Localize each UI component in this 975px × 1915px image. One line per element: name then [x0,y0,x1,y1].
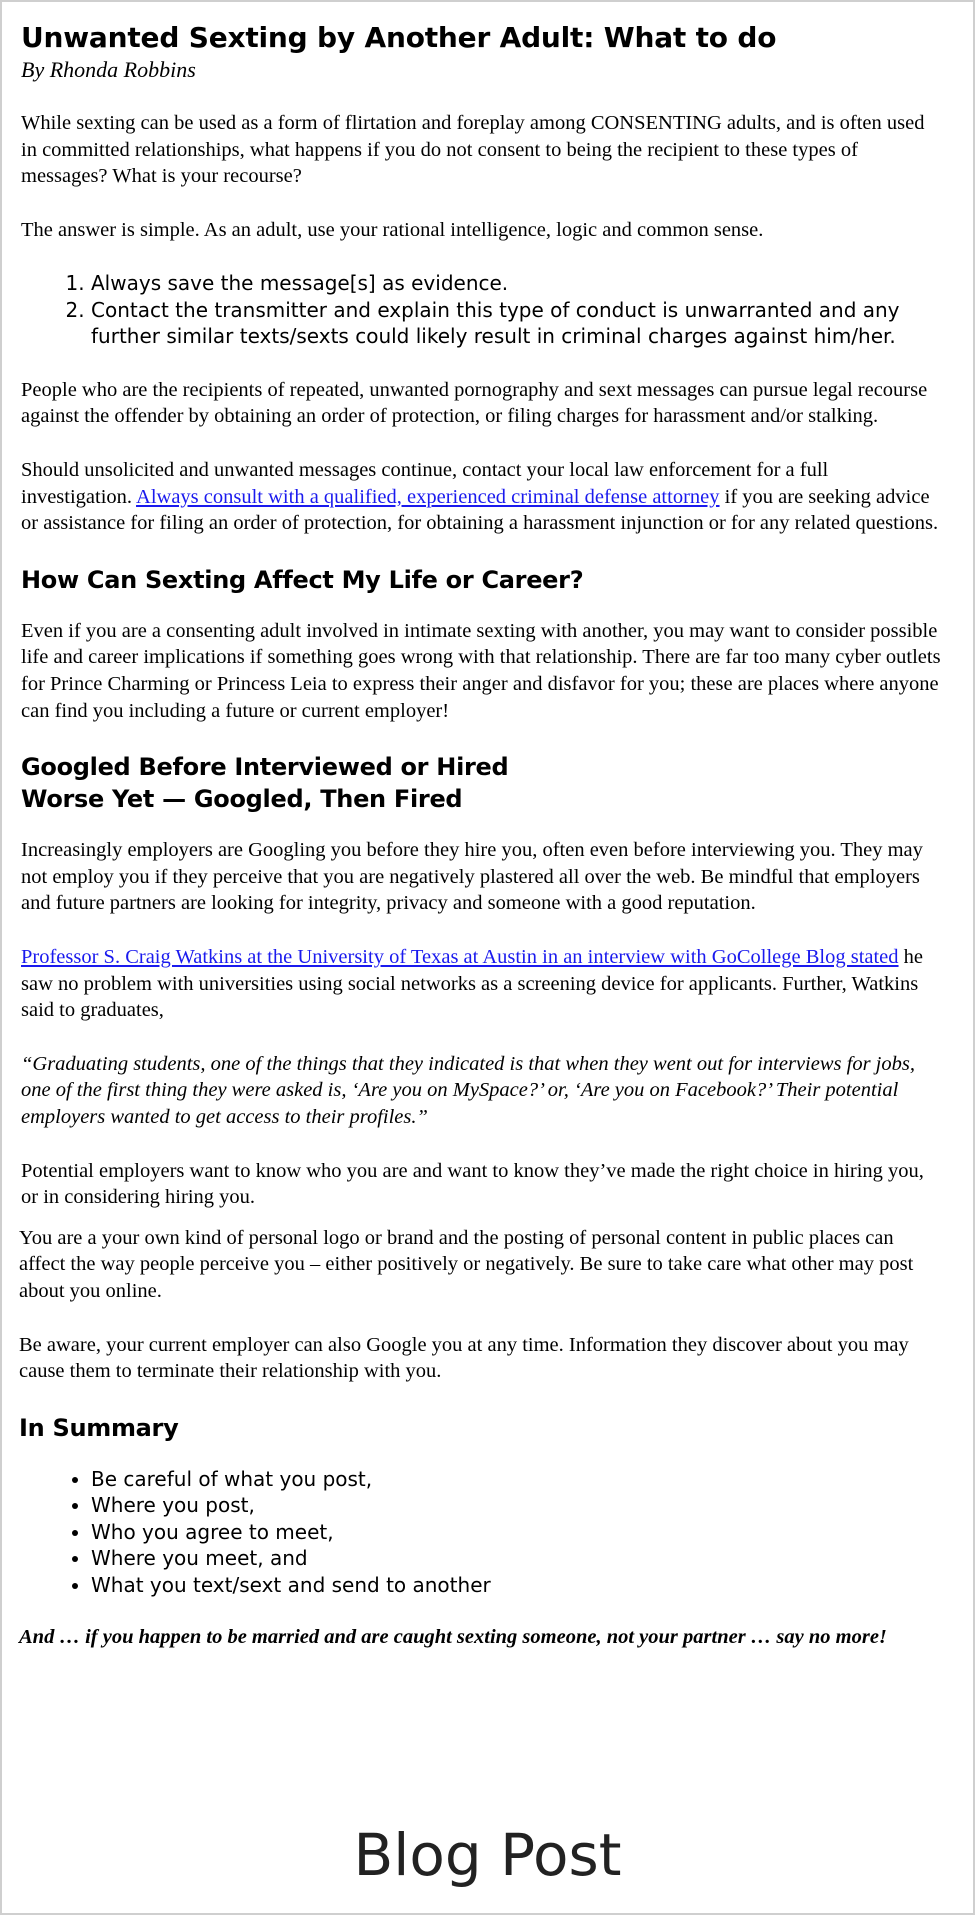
attorney-link[interactable]: Always consult with a qualified, experienced criminal defense attorney [136,485,720,508]
contact-paragraph [21,457,941,537]
heading-career: How Can Sexting Affect My Life or Career? [21,565,584,594]
intro-paragraph: While sexting can be used as a form of flirtation and foreplay among CONSENTING adults, and is often used in committed relationships, what happens if you do not consent to being the recipient to these types of messages? What is your recourse? [21,112,925,188]
quote-paragraph: “Graduating students, one of the things that they indicated is that when they went out for interviews for jobs, one of the first thing they were asked is, ‘Are you on MySpace?’ or, ‘Are you on Facebook?’ Their potential employers wanted to get access to their profiles.” [21,1052,915,1128]
heading-googled-line-1: Googled Before Interviewed or Hired [21,753,509,782]
contact-text-after: if you are seeking advice or assistance for filing an order of protection, for obtaining a harassment injunction or for any related questions. [21,485,939,535]
answer-paragraph: The answer is simple. As an adult, use your rational intelligence, logic and common sense. [21,218,764,241]
footer-label [2,1820,973,1890]
heading-googled-line-2: Worse Yet — Googled, Then Fired [21,785,463,814]
googled-paragraph: Increasingly employers are Googling you before they hire you, often even before interviewing you. They may not employ you if they perceive that you are negatively plastered all over the web. Be mindful that employers and future partners are looking for integrity, privacy and someone with a good reputation. [21,839,923,915]
blog-post-label: Blog Post [353,1821,622,1889]
career-paragraph: Even if you are a consenting adult involved in intimate sexting with another, you may want to consider possible life and career implications if something goes wrong with that relationship. There are far too many cyber outlets for Prince Charming or Princess Leia to express their anger and disfavor for you; these are places where anyone can find you including a future or current employer! [21,619,941,722]
watkins-text: he saw no problem with universities using social networks as a screening device for applicants. Further, Watkins said to graduates, [21,946,924,1022]
article-body [21,20,941,1678]
potential-paragraph: Potential employers want to know who you are and want to know they’ve made the right choice in hiring you, or in considering hiring you. [21,1159,924,1209]
watkins-link[interactable]: Professor S. Craig Watkins at the University of Texas at Austin in an interview with GoCollege Blog stated [21,946,899,968]
summary-item: • Where you meet, and [91,1545,941,1572]
brand-paragraph: You are a your own kind of personal logo or brand and the posting of personal content in public places can affect the way people perceive you – either positively or negatively. Be sure to take care what other may post about you online. [19,1226,914,1302]
step-item: 2. Contact the transmitter and explain this type of conduct is unwarranted and any further similar texts/sexts could likely result in criminal charges against him/her. [91,297,941,350]
summary-item: • Be careful of what you post, [91,1466,941,1493]
article-title: Unwanted Sexting by Another Adult: What to do [21,21,777,54]
summary-list [21,1466,941,1599]
closing-paragraph: And … if you happen to be married and are caught sexting someone, not your partner … say no more! [19,1626,887,1649]
summary-item: • Who you agree to meet, [91,1519,941,1546]
summary-item: • What you text/sext and send to another [91,1572,941,1599]
byline: By Rhonda Robbins [21,57,196,82]
recipients-paragraph: People who are the recipients of repeated, unwanted pornography and sext messages can pursue legal recourse against the offender by obtaining an order of protection, or filing charges for harassment and/or stalking. [21,378,928,428]
step-item: 1. Always save the message[s] as evidence. [91,270,941,297]
heading-googled [21,751,941,815]
summary-item: • Where you post, [91,1492,941,1519]
steps-list [21,270,941,350]
watkins-paragraph [21,944,941,1024]
contact-text-before: Should unsolicited and unwanted messages continue, contact your local law enforcement for a full investigation. [21,459,829,508]
aware-paragraph: Be aware, your current employer can also Google you at any time. Information they discover about you may cause them to terminate their relationship with you. [19,1333,909,1383]
heading-summary: In Summary [19,1413,179,1442]
